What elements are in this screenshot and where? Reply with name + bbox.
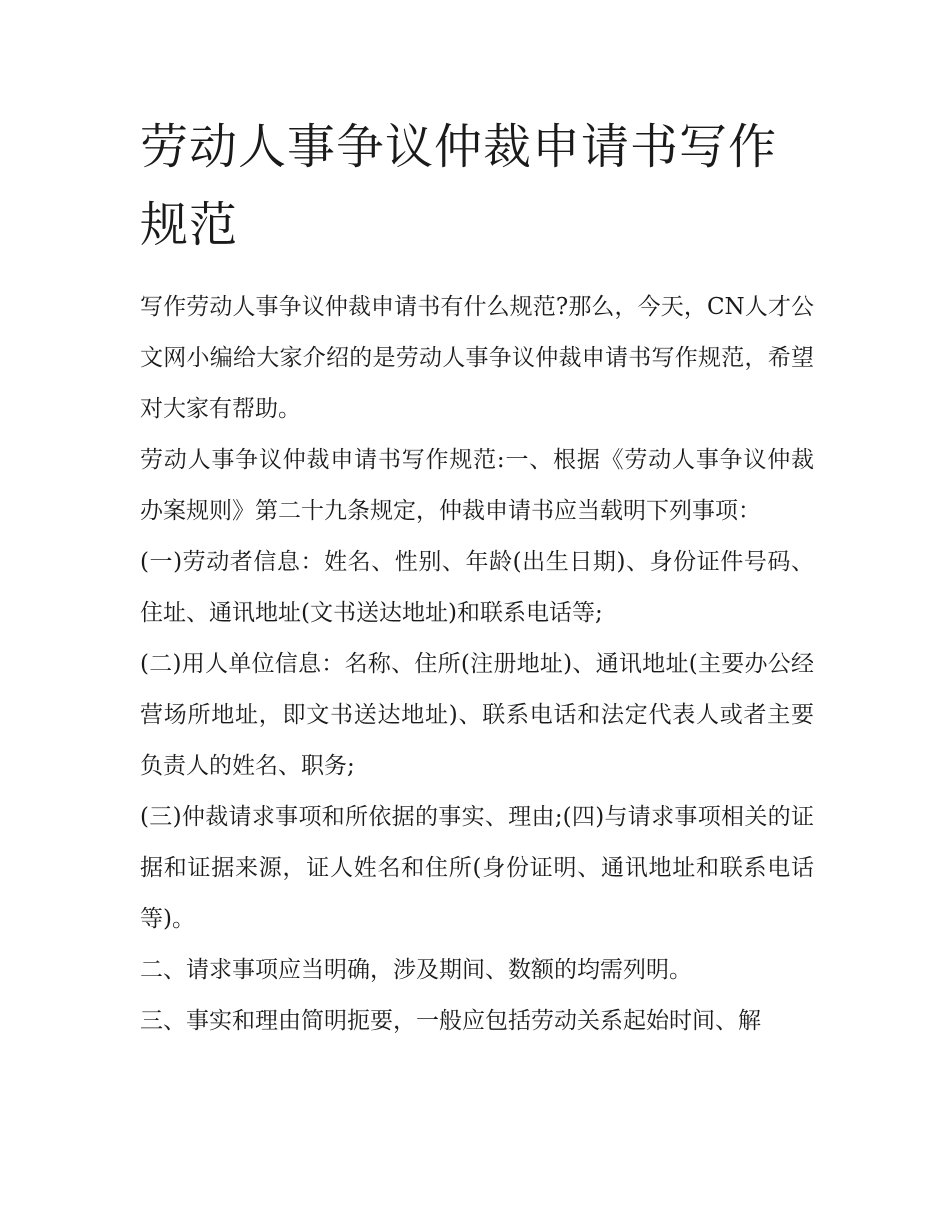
document-body [140,108,814,1047]
paragraph-worker-info: (一)劳动者信息：姓名、性别、年龄(出生日期)、身份证件号码、住址、通讯地址(文书送达地址)和联系电话等; [140,549,814,626]
paragraph-intro: 写作劳动人事争议仲裁申请书有什么规范?那么，今天，CN人才公文网小编给大家介绍的是劳动人事争议仲裁申请书写作规范，希望对大家有帮助。 [140,294,814,422]
paragraph-facts-reasons: 三、事实和理由简明扼要，一般应包括劳动关系起始时间、解 [140,1008,761,1034]
paragraph-rule-basis: 劳动人事争议仲裁申请书写作规范:一、根据《劳动人事争议仲裁办案规则》第二十九条规定，仲裁申请书应当载明下列事项： [140,447,814,524]
paragraph-request-clarity: 二、请求事项应当明确，涉及期间、数额的均需列明。 [140,957,692,983]
document-title: 劳动人事争议仲裁申请书写作规范 [140,119,778,253]
paragraph-claims-evidence: (三)仲裁请求事项和所依据的事实、理由;(四)与请求事项相关的证据和证据来源，证人姓名和住所(身份证明、通讯地址和联系电话等)。 [140,804,814,932]
paragraph-employer-info: (二)用人单位信息：名称、住所(注册地址)、通讯地址(主要办公经营场所地址，即文书送达地址)、联系电话和法定代表人或者主要负责人的姓名、职务; [140,651,814,779]
